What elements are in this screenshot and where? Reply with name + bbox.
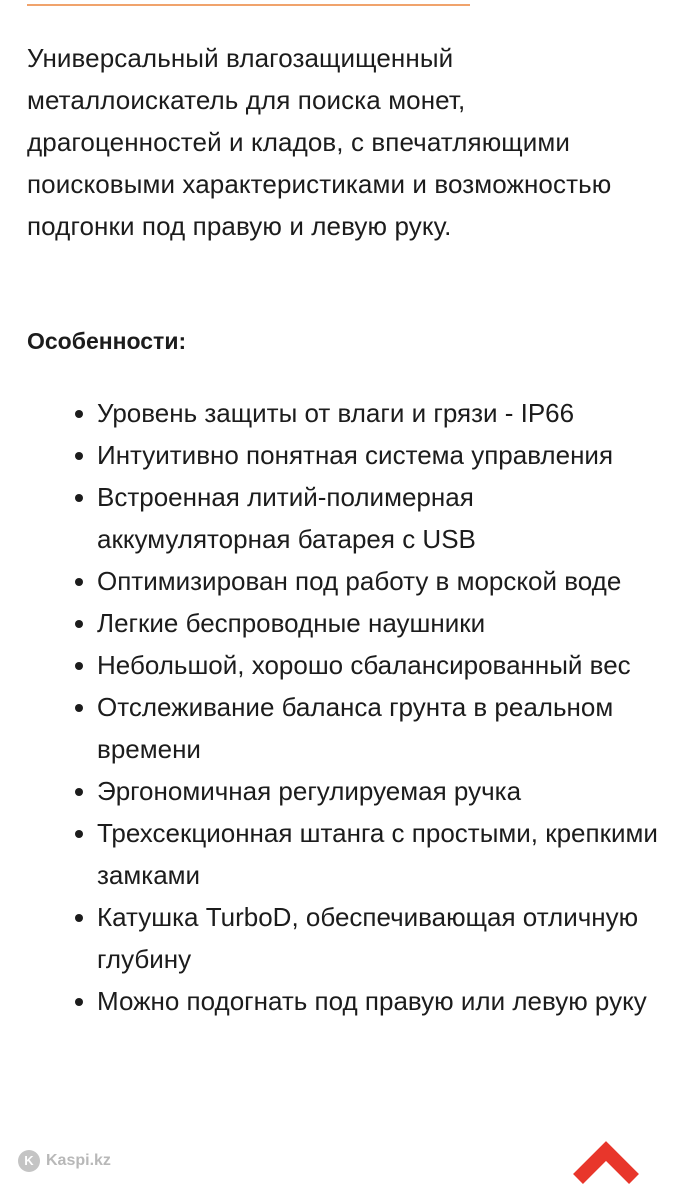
kaspi-watermark — [18, 1150, 111, 1172]
bullet-icon — [75, 452, 83, 460]
bullet-icon — [75, 704, 83, 712]
watermark-text: Kaspi.kz — [46, 1152, 111, 1169]
feature-item — [0, 980, 688, 1022]
features-list — [0, 392, 688, 1022]
bullet-icon — [75, 830, 83, 838]
feature-text: Встроенная литий-полимерная аккумуляторная батарея с USB — [97, 482, 476, 554]
feature-text: Эргономичная регулируемая ручка — [97, 776, 522, 806]
bullet-icon — [75, 914, 83, 922]
section-divider — [27, 4, 470, 6]
feature-text: Уровень защиты от влаги и грязи - IP66 — [97, 398, 575, 428]
bullet-icon — [75, 494, 83, 502]
bullet-icon — [75, 998, 83, 1006]
feature-item — [0, 434, 688, 476]
bullet-icon — [75, 578, 83, 586]
feature-item — [0, 644, 688, 686]
feature-item — [0, 392, 688, 434]
bullet-icon — [75, 620, 83, 628]
feature-item — [0, 476, 688, 560]
bullet-icon — [75, 662, 83, 670]
feature-item — [0, 602, 688, 644]
feature-text: Интуитивно понятная система управления — [97, 440, 614, 470]
feature-text: Легкие беспроводные наушники — [97, 608, 486, 638]
feature-text: Отслеживание баланса грунта в реальном времени — [97, 692, 614, 764]
feature-text: Можно подогнать под правую или левую руку — [97, 986, 647, 1016]
features-heading: Особенности: — [27, 328, 187, 354]
feature-text: Трехсекционная штанга с простыми, крепкими замками — [97, 818, 658, 890]
feature-item — [0, 560, 688, 602]
feature-item — [0, 812, 688, 896]
feature-text: Оптимизирован под работу в морской воде — [97, 566, 622, 596]
scroll-to-top-button[interactable] — [566, 1133, 646, 1193]
feature-text: Небольшой, хорошо сбалансированный вес — [97, 650, 631, 680]
bullet-icon — [75, 410, 83, 418]
product-description: Универсальный влагозащищенный металлоискатель для поиска монет, драгоценностей и кладов, с впечатляющими поисковыми характеристиками и возможностью подгонки под правую и левую руку. — [27, 43, 612, 241]
kaspi-logo-icon: K — [18, 1150, 40, 1172]
chevron-up-icon — [566, 1133, 646, 1193]
feature-text: Катушка TurboD, обеспечивающая отличную глубину — [97, 902, 639, 974]
bullet-icon — [75, 788, 83, 796]
feature-item — [0, 896, 688, 980]
feature-item — [0, 686, 688, 770]
feature-item — [0, 770, 688, 812]
